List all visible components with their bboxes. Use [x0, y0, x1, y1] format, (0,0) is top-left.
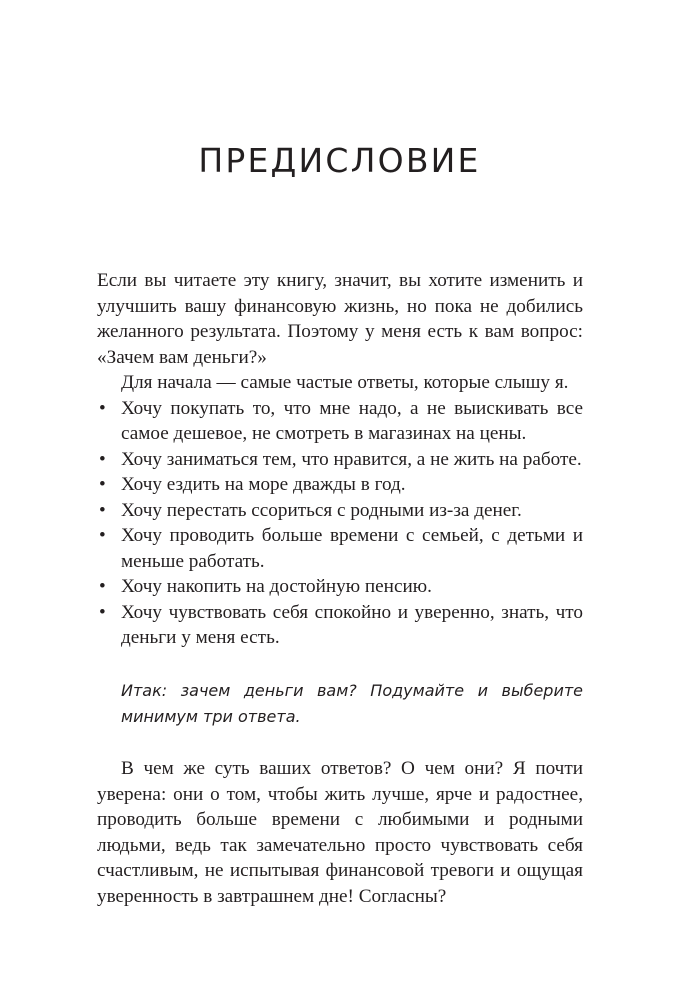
lead-paragraph: Для начала — самые частые ответы, которые слышу я.: [121, 372, 569, 393]
list-item-text: Хочу ездить на море дважды в год.: [121, 474, 406, 495]
bullet-icon: •: [99, 397, 106, 419]
list-item-text: Хочу проводить больше времени с семьей, с детьми и меньше работать.: [121, 525, 583, 572]
list-item-text: Хочу перестать ссориться с родными из-за денег.: [121, 499, 522, 521]
bullet-icon: •: [99, 499, 106, 521]
list-item: [97, 472, 583, 498]
list-item: [97, 523, 583, 574]
intro-paragraph: Если вы читаете эту книгу, значит, вы хотите изменить и улучшить вашу финансовую жизнь, но пока не добились желанного результата. Поэтому у меня есть к вам вопрос: «Зачем вам деньги?»: [97, 270, 583, 368]
list-item: [97, 396, 583, 447]
conclusion-paragraph: В чем же суть ваших ответов? О чем они? Я почти уверена: они о том, чтобы жить лучше, ярче и радостнее, проводить больше времени с любимыми и родными людьми, ведь так замечательно просто чувствовать себя счастливым, не испытывая финансовой тревоги и ощущая уверенность в завтрашнем дне! Согласны?: [97, 758, 583, 907]
bullet-icon: •: [99, 601, 106, 623]
answers-list: [97, 396, 583, 651]
list-item: [97, 574, 583, 600]
list-item-text: Хочу заниматься тем, что нравится, а не жить на работе.: [121, 448, 582, 470]
bullet-icon: •: [99, 448, 106, 470]
exercise-prompt: Итак: зачем деньги вам? Подумайте и выберите минимум три ответа.: [121, 681, 583, 726]
list-item-text: Хочу накопить на достойную пенсию.: [121, 576, 432, 597]
list-item: [97, 600, 583, 651]
body-section: [97, 268, 583, 651]
list-item-text: Хочу покупать то, что мне надо, а не выискивать все самое дешевое, не смотреть в магазинах на цены.: [121, 397, 583, 444]
list-item: [97, 447, 583, 473]
bullet-icon: •: [99, 474, 106, 495]
list-item: [97, 498, 583, 524]
bullet-icon: •: [99, 576, 106, 597]
list-item-text: Хочу чувствовать себя спокойно и уверенно, знать, что деньги у меня есть.: [121, 601, 583, 648]
conclusion-section: [97, 756, 583, 909]
chapter-title: ПРЕДИСЛОВИЕ: [198, 141, 481, 180]
bullet-icon: •: [99, 525, 106, 546]
